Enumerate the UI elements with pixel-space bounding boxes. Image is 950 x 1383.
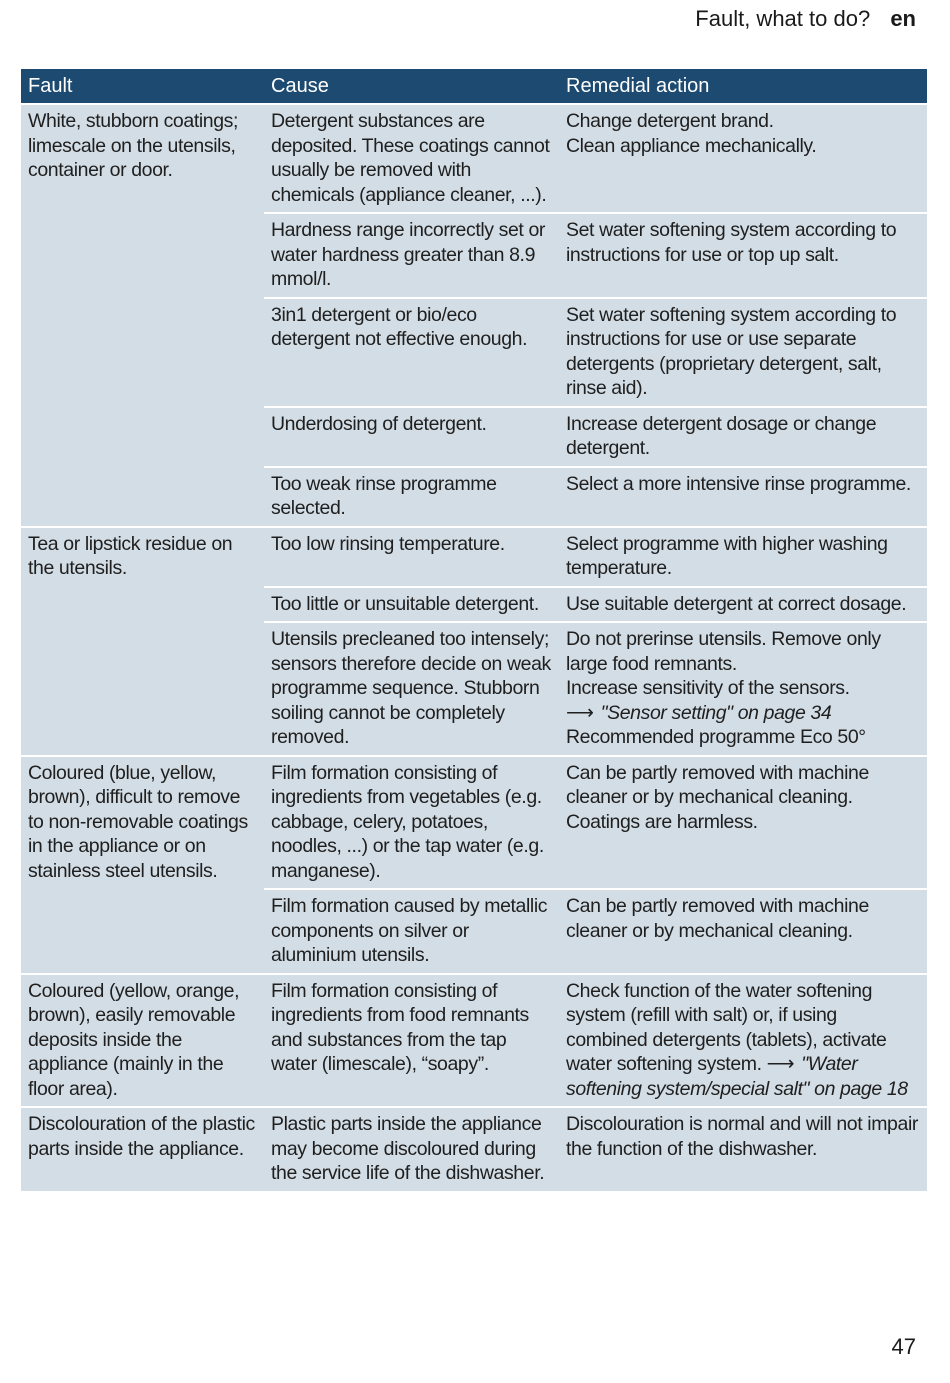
fault-table xyxy=(21,69,927,1193)
remedy-line: Change detergent brand. xyxy=(566,110,774,132)
remedy-line: Clean appliance mechanically. xyxy=(566,134,817,157)
fault-cell: Coloured (yellow, orange, brown), easily removable deposits inside the appliance (mainly in the floor area). xyxy=(21,974,264,1108)
cause-cell: Detergent substances are deposited. These coatings cannot usually be removed with chemicals (appliance cleaner, ...). xyxy=(264,104,559,213)
arrow-right-icon: ⟶ xyxy=(766,1053,795,1075)
cause-cell: Too little or unsuitable detergent. xyxy=(264,587,559,623)
remedy-line: Increase sensitivity of the sensors. xyxy=(566,677,850,699)
cause-cell: Hardness range incorrectly set or water hardness greater than 8.9 mmol/l. xyxy=(264,213,559,298)
page-number: 47 xyxy=(891,1334,916,1359)
cause-cell: Plastic parts inside the appliance may become discoloured during the service life of the dishwasher. xyxy=(264,1107,559,1192)
column-header-remedial-action: Remedial action xyxy=(559,69,927,104)
arrow-right-icon: ⟶ xyxy=(566,701,594,724)
cause-cell: Utensils precleaned too intensely; sensors therefore decide on weak programme sequence. Stubborn soiling cannot be completely removed. xyxy=(264,622,559,756)
table-row xyxy=(21,756,927,890)
remedy-line: Recommended programme Eco 50° xyxy=(566,726,866,748)
remedy-cell xyxy=(559,974,927,1108)
table-header-row xyxy=(21,69,927,104)
remedy-cell xyxy=(559,756,927,890)
page-header xyxy=(695,6,916,32)
remedy-cell: Can be partly removed with machine cleaner or by mechanical cleaning. xyxy=(559,889,927,974)
fault-cell: White, stubborn coatings; limescale on the utensils, container or door. xyxy=(21,104,264,527)
remedy-line: Check function of the water softening system (refill with salt) or, if using combined detergents (tablets), activate water softening system. xyxy=(566,979,887,1075)
table-row xyxy=(21,974,927,1108)
cause-cell: Film formation caused by metallic components on silver or aluminium utensils. xyxy=(264,889,559,974)
remedy-line: Do not prerinse utensils. Remove only large food remnants. xyxy=(566,628,881,675)
fault-cell: Coloured (blue, yellow, brown), difficult to remove to non-removable coatings in the appliance or on stainless steel utensils. xyxy=(21,756,264,974)
reference-link[interactable]: "Sensor setting" on page 34 xyxy=(600,701,832,724)
remedy-cell: Increase detergent dosage or change detergent. xyxy=(559,407,927,467)
fault-cell: Tea or lipstick residue on the utensils. xyxy=(21,527,264,756)
cause-cell: Underdosing of detergent. xyxy=(264,407,559,467)
table-row xyxy=(21,1107,927,1192)
cross-reference[interactable] xyxy=(566,701,920,726)
cause-cell: Film formation consisting of ingredients from vegetables (e.g. cabbage, celery, potatoes, noodles, ...) or the tap water (e.g. manganese). xyxy=(264,756,559,890)
table-row xyxy=(21,527,927,587)
remedy-cell: Discolouration is normal and will not impair the function of the dishwasher. xyxy=(559,1107,927,1192)
cause-cell: 3in1 detergent or bio/eco detergent not effective enough. xyxy=(264,298,559,407)
fault-cell: Discolouration of the plastic parts inside the appliance. xyxy=(21,1107,264,1192)
table-row xyxy=(21,104,927,213)
cause-cell: Film formation consisting of ingredients from food remnants and substances from the tap water (limescale), “soapy”. xyxy=(264,974,559,1108)
cause-cell: Too weak rinse programme selected. xyxy=(264,467,559,527)
language-code: en xyxy=(890,6,916,31)
column-header-cause: Cause xyxy=(264,69,559,104)
remedy-cell: Set water softening system according to instructions for use or use separate detergents (proprietary detergent, salt, rinse aid). xyxy=(559,298,927,407)
remedy-cell: Select programme with higher washing temperature. xyxy=(559,527,927,587)
remedy-line: Can be partly removed with machine cleaner or by mechanical cleaning. xyxy=(566,761,869,808)
remedy-cell xyxy=(559,622,927,756)
remedy-cell xyxy=(559,104,927,213)
remedy-cell: Use suitable detergent at correct dosage. xyxy=(559,587,927,623)
column-header-fault: Fault xyxy=(21,69,264,104)
reference-link[interactable]: "Water softening system/special salt" on page 18 xyxy=(566,1053,908,1100)
cause-cell: Too low rinsing temperature. xyxy=(264,527,559,587)
remedy-line: Coatings are harmless. xyxy=(566,810,758,833)
page-header-title: Fault, what to do? xyxy=(695,6,871,31)
remedy-cell: Set water softening system according to instructions for use or top up salt. xyxy=(559,213,927,298)
remedy-cell: Select a more intensive rinse programme. xyxy=(559,467,927,527)
